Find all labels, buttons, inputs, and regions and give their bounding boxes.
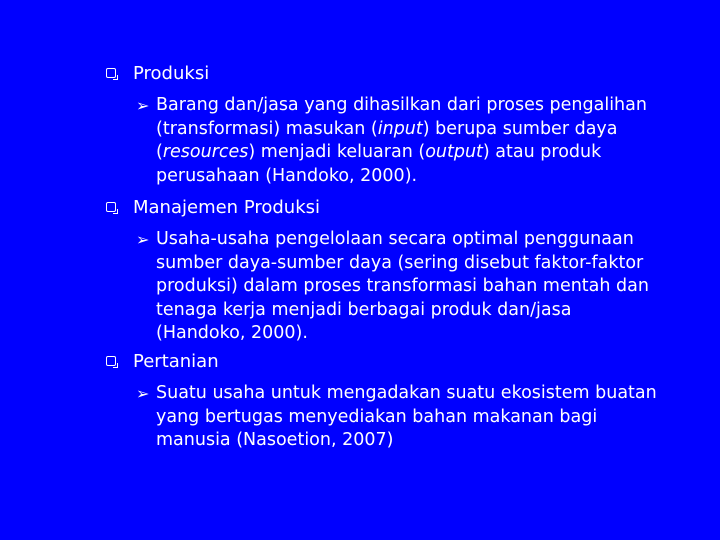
sub-bullet-line: (Handoko, 2000).	[156, 323, 308, 343]
sub-bullet-line: Usaha-usaha pengelolaan secara optimal penggunaan	[156, 229, 634, 249]
bullet-manajemen-produksi	[106, 196, 320, 220]
sub-bullet-line: yang bertugas menyediakan bahan makanan bagi	[156, 406, 598, 427]
sub-bullet-produksi	[136, 94, 696, 188]
checkbox-bullet-icon	[106, 356, 116, 366]
bullet-produksi	[106, 62, 209, 86]
arrow-bullet-icon: ➢	[136, 230, 150, 249]
sub-bullet-line: sumber daya-sumber daya (sering disebut faktor-faktor	[156, 252, 644, 273]
arrow-bullet-icon: ➢	[136, 96, 150, 115]
sub-bullet-line: Suatu usaha untuk mengadakan suatu ekosistem buatan	[156, 383, 657, 403]
sub-bullet-line: (resources) menjadi keluaran (output) atau produk	[156, 142, 602, 162]
bullet-pertanian	[106, 350, 219, 374]
bullet-heading: Produksi	[133, 63, 210, 84]
arrow-bullet-icon: ➢	[136, 384, 150, 403]
sub-bullet-line: produksi) dalam proses transformasi bahan mentah dan	[156, 276, 649, 296]
sub-bullet-pertanian	[136, 382, 696, 453]
checkbox-bullet-icon	[106, 68, 116, 78]
sub-bullet-line: Barang dan/jasa yang dihasilkan dari proses pengalihan	[156, 95, 647, 115]
sub-bullet-line: manusia (Nasoetion, 2007)	[156, 430, 394, 450]
sub-bullet-line: perusahaan (Handoko, 2000).	[156, 165, 418, 186]
sub-bullet-manajemen-produksi	[136, 228, 696, 346]
sub-bullet-line: tenaga kerja menjadi berbagai produk dan/jasa	[156, 299, 572, 320]
bullet-heading: Manajemen Produksi	[133, 197, 321, 218]
sub-bullet-line: (transformasi) masukan (input) berupa sumber daya	[156, 118, 618, 139]
checkbox-bullet-icon	[106, 202, 116, 212]
bullet-heading: Pertanian	[133, 351, 219, 372]
